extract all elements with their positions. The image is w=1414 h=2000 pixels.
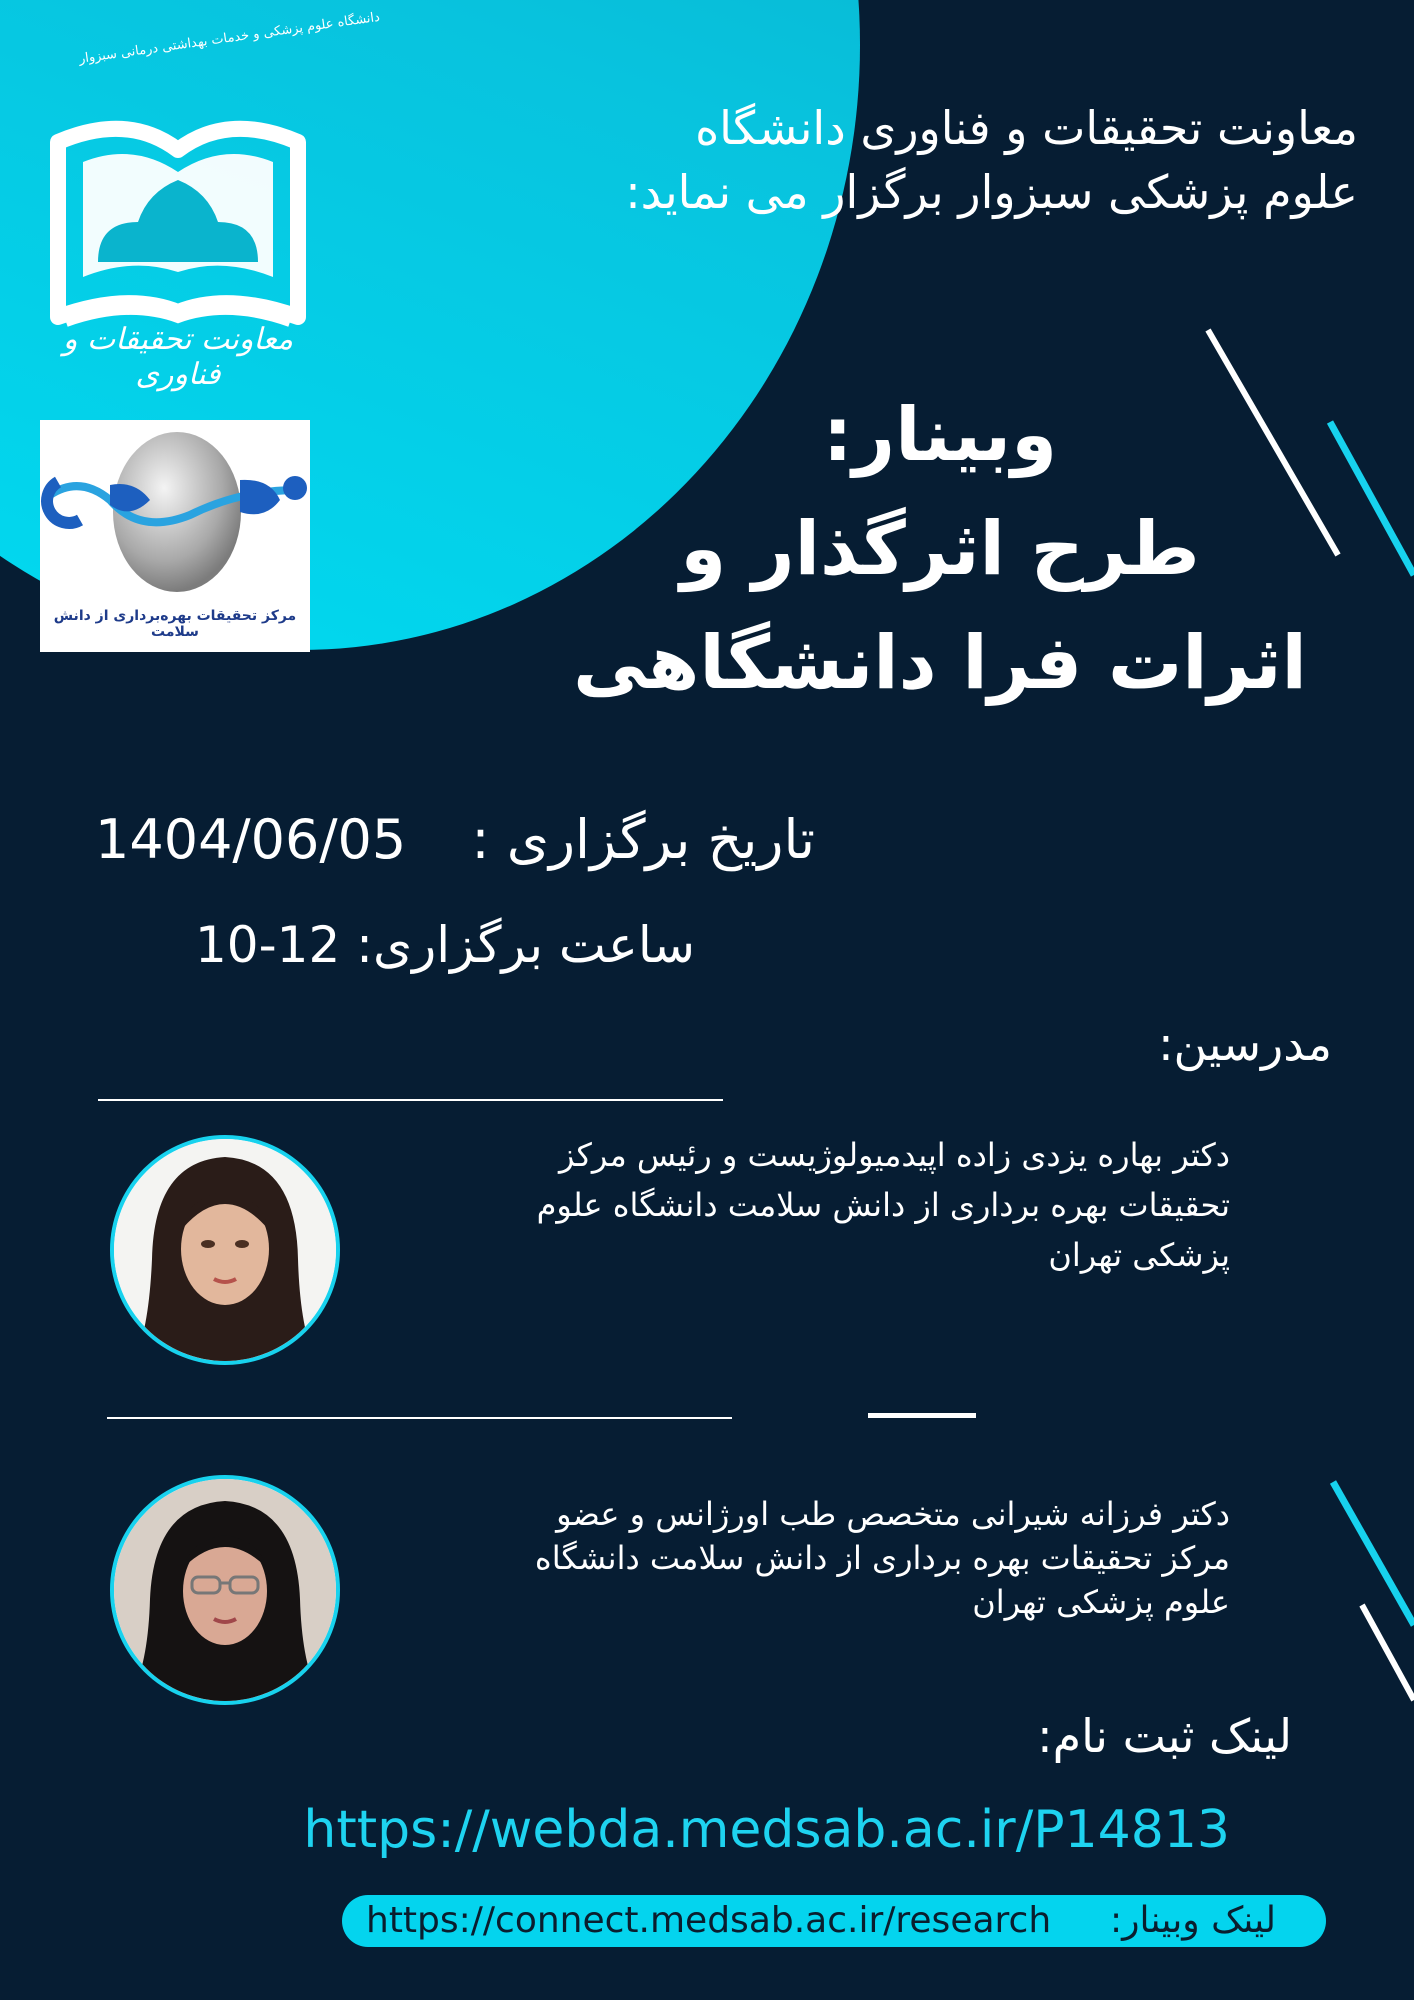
university-arc-text: دانشگاه علوم پزشکی و خدمات بهداشتی درمانی سبزوار [78, 9, 381, 67]
event-date-value: 1404/06/05 [95, 808, 407, 871]
research-center-logo [40, 420, 310, 652]
header-line-1: معاونت تحقیقات و فناوری دانشگاه [695, 101, 1358, 155]
deco-line-white-bottom [1362, 1605, 1414, 1700]
event-date-label: تاریخ برگزاری : [471, 808, 815, 871]
webinar-link-url[interactable]: https://connect.medsab.ac.ir/research [366, 1900, 1052, 1941]
title-line-2: طرح اثرگذار و [680, 506, 1200, 592]
webinar-title [560, 378, 1320, 720]
instructor-2-line-2: مرکز تحقیقات بهره برداری از دانش سلامت دانشگاه [534, 1539, 1230, 1577]
instructor-2-bio [470, 1492, 1230, 1624]
divider-top [98, 1099, 723, 1101]
deco-line-cyan-top [1330, 422, 1414, 575]
organizer-header [438, 96, 1358, 224]
instructor-1-line-3: پزشکی تهران [1048, 1236, 1230, 1274]
divider-middle-left [107, 1417, 732, 1419]
avatar-instructor-1 [110, 1135, 340, 1365]
instructor-2-line-1: دکتر فرزانه شیرانی متخصص طب اورژانس و عضو [556, 1495, 1230, 1533]
egg-swoosh-icon [40, 420, 310, 620]
webinar-link-label: لینک وبینار: [1110, 1900, 1276, 1941]
title-line-1: وبینار: [822, 392, 1058, 478]
instructor-1-line-1: دکتر بهاره یزدی زاده اپیدمیولوژیست و رئیس مرکز [559, 1136, 1230, 1174]
header-line-2: علوم پزشکی سبزوار برگزار می نماید: [625, 165, 1358, 219]
university-logo [38, 9, 381, 392]
deco-line-cyan-bottom [1333, 1482, 1414, 1625]
avatar-instructor-2 [110, 1475, 340, 1705]
research-center-caption: مرکز تحقیقات بهره‌برداری از دانش سلامت [53, 608, 297, 640]
title-line-3: اثرات فرا دانشگاهی [573, 620, 1307, 706]
instructor-1-line-2: تحقیقات بهره برداری از دانش سلامت دانشگاه علوم [536, 1186, 1230, 1224]
event-date [95, 805, 815, 875]
event-time-value: 10-12 [195, 916, 341, 974]
book-mosque-icon [38, 72, 318, 342]
event-time [195, 910, 695, 980]
webinar-link-pill[interactable] [342, 1895, 1326, 1947]
instructor-2-line-3: علوم پزشکی تهران [972, 1583, 1230, 1621]
divider-middle-right [868, 1413, 976, 1418]
person-icon [114, 1139, 336, 1361]
university-logo-caption: معاونت تحقیقات و فناوری [62, 322, 294, 392]
event-time-label: ساعت برگزاری: [356, 916, 695, 974]
registration-link[interactable]: https://webda.medsab.ac.ir/P14813 [303, 1800, 1230, 1860]
person-icon [114, 1479, 336, 1701]
instructor-1-bio [470, 1130, 1230, 1280]
instructors-heading: مدرسین: [1158, 1017, 1332, 1071]
registration-label: لینک ثبت نام: [1037, 1709, 1292, 1763]
